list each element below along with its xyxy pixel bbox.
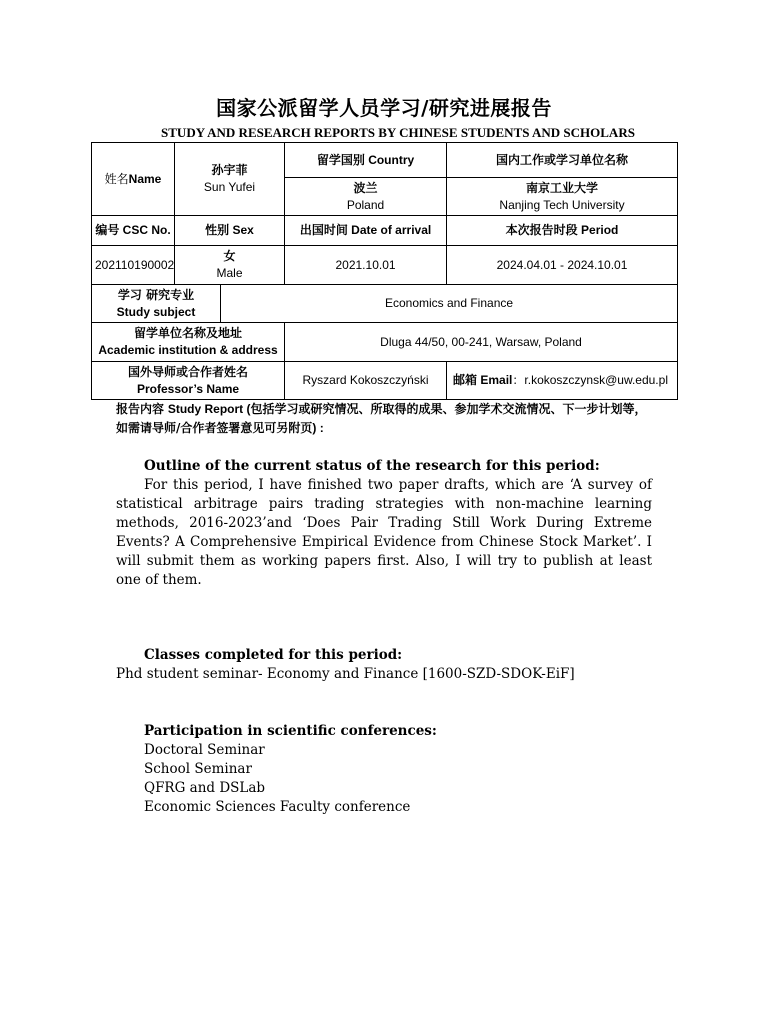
sex-label-cn: 性别 xyxy=(205,223,230,237)
country-value-cell xyxy=(285,178,447,216)
report-label-cn: 报告内容 xyxy=(116,402,165,416)
list-item: School Seminar xyxy=(144,761,252,777)
report-label-en: Study Report xyxy=(167,402,244,416)
professor-label-cell xyxy=(92,362,285,400)
unit-value-en: Nanjing Tech University xyxy=(499,197,625,212)
list-item: Economic Sciences Faculty conference xyxy=(144,799,411,815)
table-row xyxy=(92,216,678,246)
domestic-unit-label-cn: 国内工作或学习单位名称 xyxy=(496,152,629,167)
report-intro xyxy=(116,400,656,438)
title-english: STUDY AND RESEARCH REPORTS BY CHINESE STUDENTS AND SCHOLARS xyxy=(161,125,635,140)
email-cell xyxy=(447,362,678,400)
country-label-en: Country xyxy=(368,152,415,167)
sex-value-cn: 女 xyxy=(223,249,236,263)
list-item: QFRG and DSLab xyxy=(144,780,266,796)
sex-value-en: Male xyxy=(216,266,243,280)
period-label-cn: 本次报告时段 xyxy=(505,223,578,237)
country-label-cn: 留学国别 xyxy=(316,152,365,167)
country-value-en: Poland xyxy=(346,197,385,212)
period-label-en: Period xyxy=(581,223,619,237)
table-row xyxy=(92,143,678,178)
subject-value-cell: Economics and Finance xyxy=(221,285,678,323)
institution-label-cn: 留学单位名称及地址 xyxy=(134,326,243,340)
email-label-en: Email xyxy=(480,373,513,387)
country-value-cn: 波兰 xyxy=(353,180,378,195)
report-note-close: ) : xyxy=(312,421,324,435)
unit-value-cn: 南京工业大学 xyxy=(526,180,599,195)
domestic-unit-label-cell xyxy=(447,143,678,178)
outline-section xyxy=(116,457,652,590)
professor-label-en: Professor’s Name xyxy=(136,381,240,396)
table-row xyxy=(92,246,678,285)
name-label-en: Name xyxy=(128,171,162,186)
name-value-cell xyxy=(175,143,285,216)
subject-label-cn: 学习 研究专业 xyxy=(117,287,195,302)
name-label-cn: 姓名 xyxy=(104,171,129,186)
outline-heading: Outline of the current status of the research for this period: xyxy=(144,458,600,474)
subject-label-en: Study subject xyxy=(116,304,196,319)
sex-label-en: Sex xyxy=(232,223,254,237)
sex-value-cell xyxy=(175,246,285,285)
country-label-cell xyxy=(285,143,447,178)
sex-label-cell xyxy=(175,216,285,246)
arrival-label-en: Date of arrival xyxy=(351,223,432,237)
email-label-cn: 邮箱 xyxy=(453,373,478,387)
info-table xyxy=(91,142,678,400)
report-note-open: ( xyxy=(243,402,251,416)
institution-value-cell: Dluga 44/50, 00-241, Warsaw, Poland xyxy=(285,323,678,362)
csc-value-cell: 202110190002 xyxy=(92,246,175,285)
classes-heading: Classes completed for this period: xyxy=(144,647,403,663)
name-label-cell xyxy=(92,143,175,216)
institution-label-cell xyxy=(92,323,285,362)
email-value: r.kokoszczynsk@uw.edu.pl xyxy=(524,373,668,387)
classes-text: Phd student seminar- Economy and Finance [1600-SZD-SDOK-EiF] xyxy=(116,666,575,682)
table-row xyxy=(92,285,678,323)
period-value-cell: 2024.04.01 - 2024.10.01 xyxy=(447,246,678,285)
list-item: Doctoral Seminar xyxy=(144,742,265,758)
classes-section xyxy=(116,646,652,684)
report-note-cn: 包括学习或研究情况、所取得的成果、参加学术交流情况、下一步计划等，如需请导师/合作者签署意见可另附页 xyxy=(116,402,647,435)
name-value-en: Sun Yufei xyxy=(203,180,256,194)
unit-value-cell xyxy=(447,178,678,216)
title-chinese: 国家公派留学人员学习/研究进展报告 xyxy=(216,96,552,120)
csc-label-en: CSC No. xyxy=(122,223,171,237)
csc-label-cell xyxy=(92,216,175,246)
professor-value-cell: Ryszard Kokoszczyński xyxy=(285,362,447,400)
arrival-label-cell xyxy=(285,216,447,246)
csc-label-cn: 编号 xyxy=(95,223,120,237)
subject-label-cell xyxy=(92,285,221,323)
professor-label-cn: 国外导师或合作者姓名 xyxy=(128,364,249,379)
conferences-section xyxy=(116,722,652,817)
arrival-value-cell: 2021.10.01 xyxy=(285,246,447,285)
arrival-label-cn: 出国时间 xyxy=(299,223,348,237)
outline-text: For this period, I have finished two paper drafts, which are ‘A survey of statistical arbitrage pairs trading strategies with non-machine learning methods, 2016-2023’and ‘Does Pair Trading Still Work During Extreme Events? A Comprehensive Empirical Evidence from Chinese Stock Market’. I will submit them as working papers first. Also, I will try to publish at least one of them. xyxy=(116,477,652,588)
conferences-heading: Participation in scientific conferences: xyxy=(144,723,437,739)
institution-label-en: Academic institution & address xyxy=(98,343,278,357)
name-value-cn: 孙宇菲 xyxy=(211,163,248,177)
table-row xyxy=(92,362,678,400)
period-label-cell xyxy=(447,216,678,246)
email-separator: ： xyxy=(512,373,525,387)
table-row xyxy=(92,323,678,362)
